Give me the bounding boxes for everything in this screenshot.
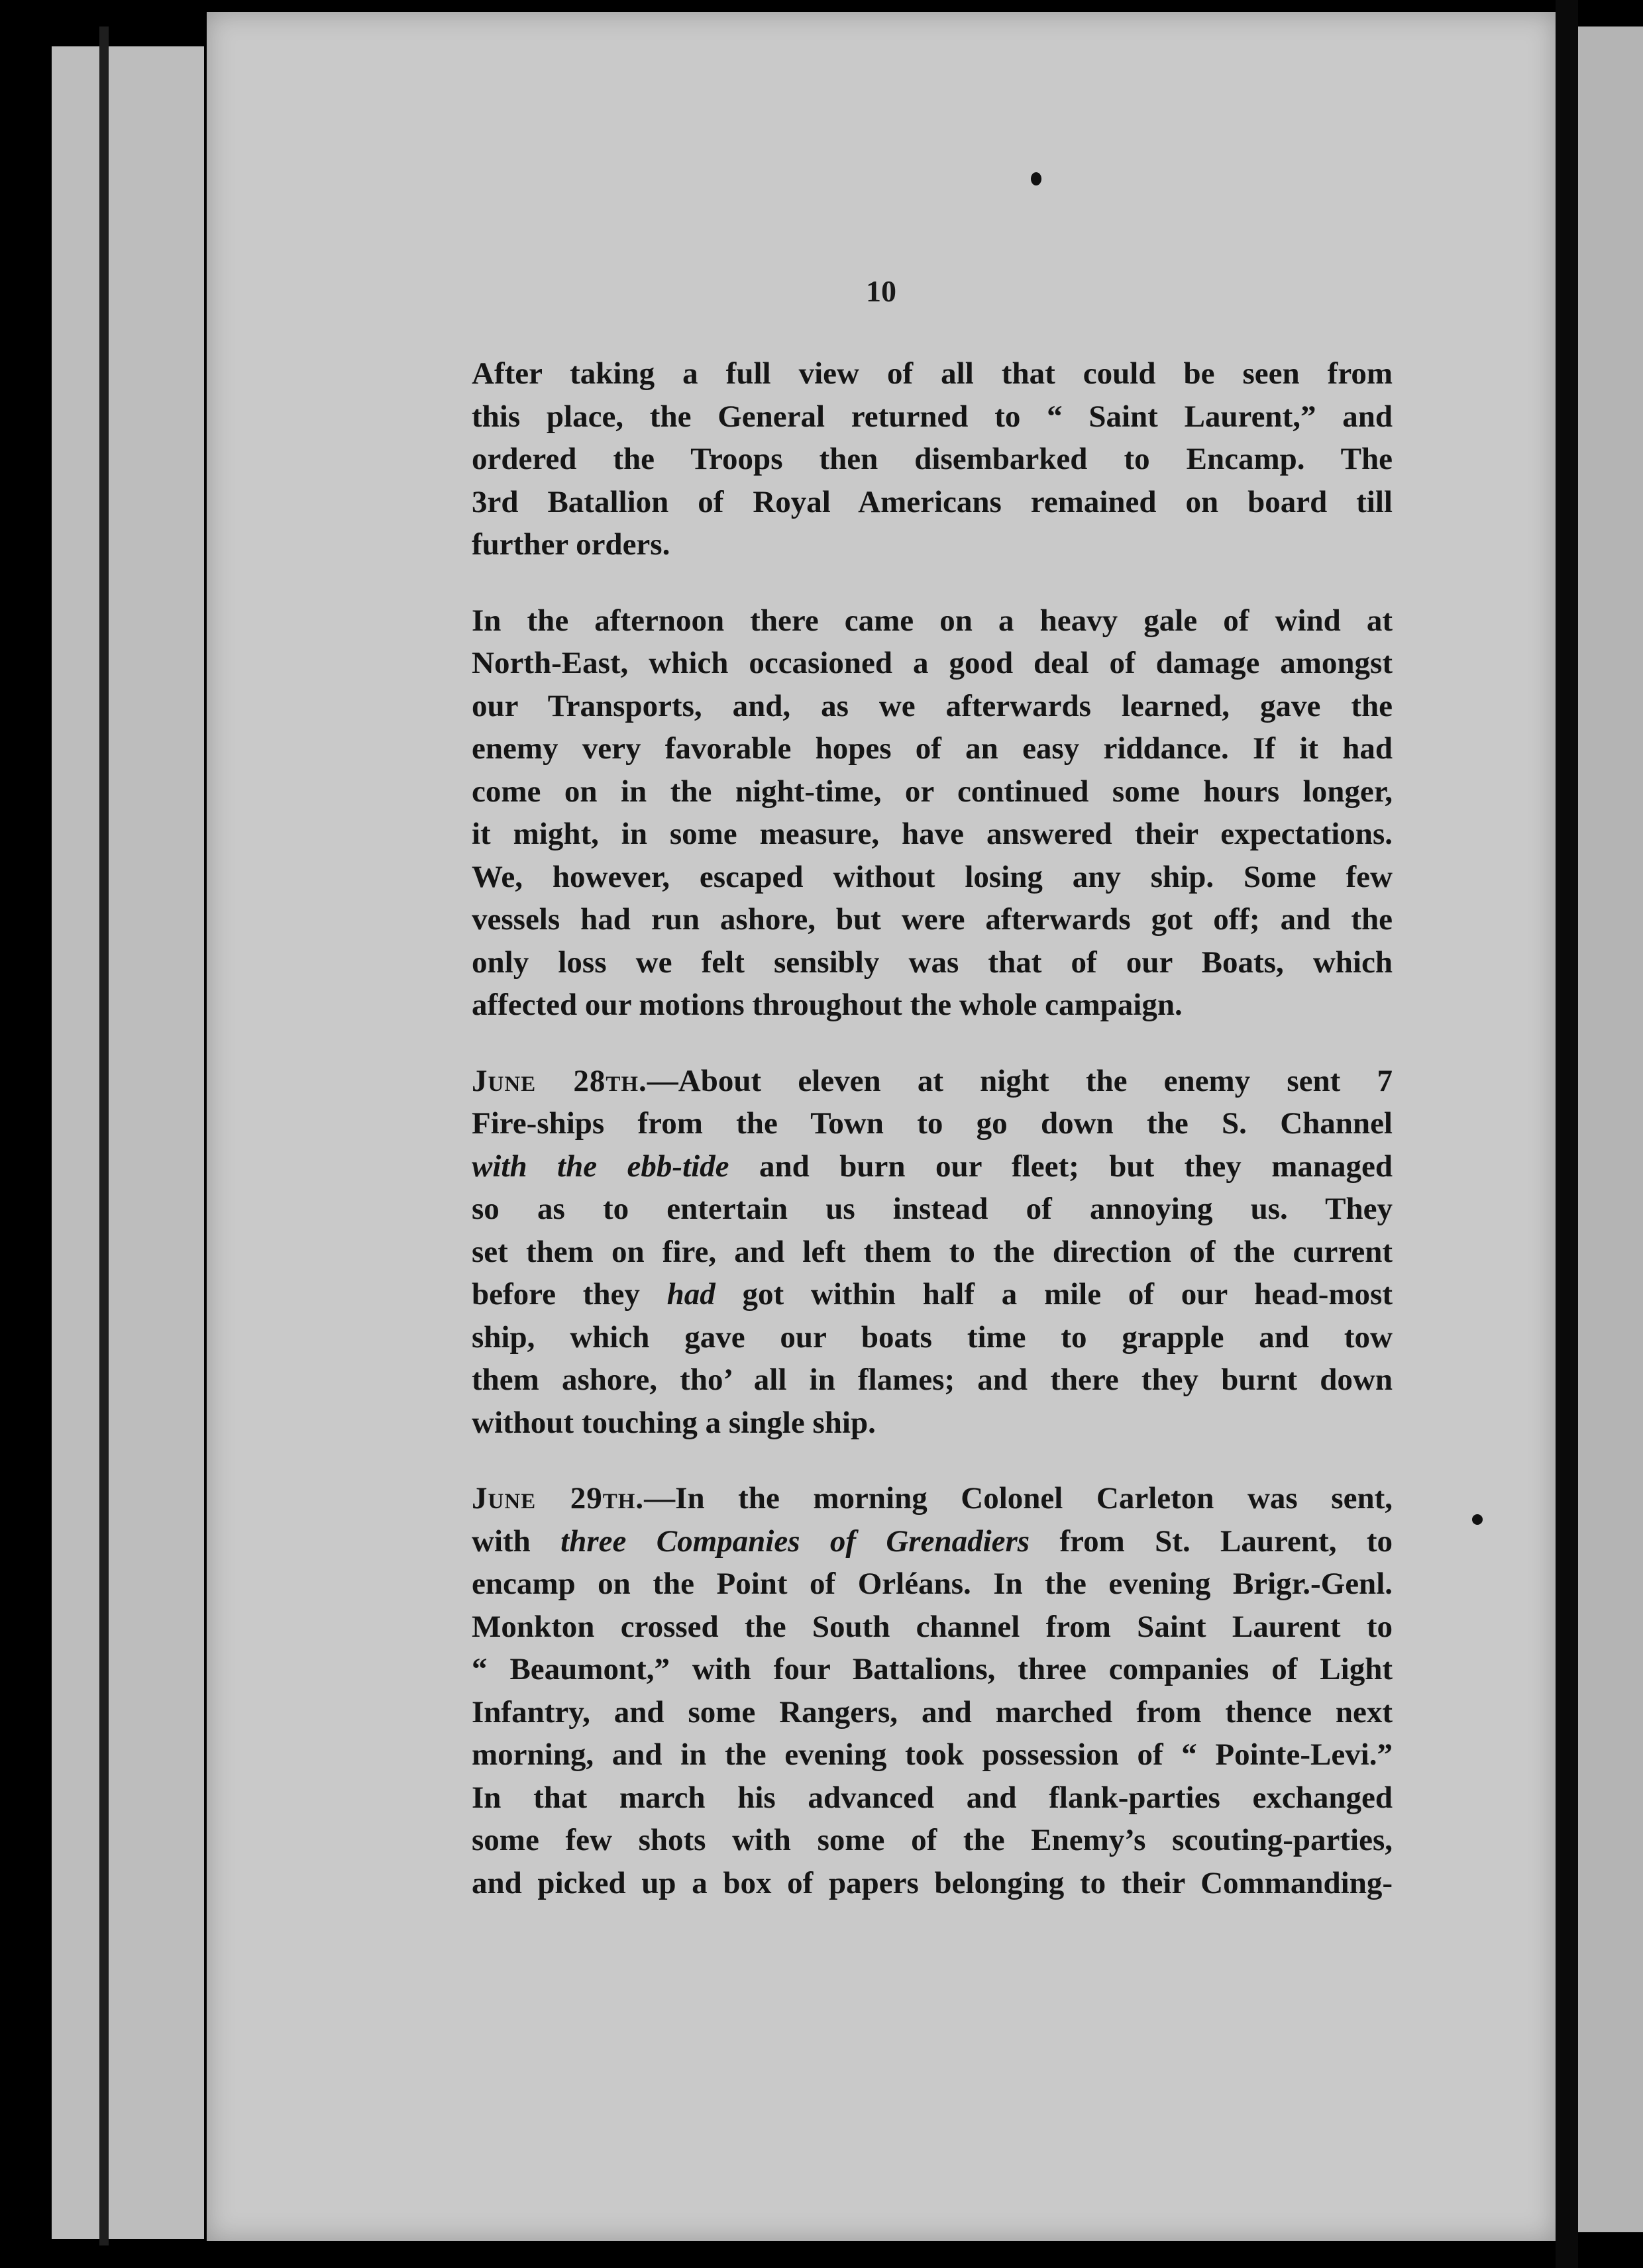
previous-page-edge [52, 46, 204, 2239]
book-gutter [1556, 0, 1578, 2268]
text-line: Monkton crossed the South channel from Saint Laurent to [472, 1609, 1393, 1644]
text-line: In the afternoon there came on a heavy gale of wind at [472, 603, 1393, 638]
text-line: and picked up a box of papers belonging to their Commanding- [472, 1865, 1393, 1900]
italic-run: had [666, 1277, 716, 1312]
text-run: before they [472, 1277, 667, 1312]
ink-speck [1472, 1514, 1483, 1525]
text-run: —About eleven at night the enemy sent 7 [647, 1063, 1393, 1098]
text-line [472, 1273, 1393, 1316]
text-line: We, however, escaped without losing any ship. Some few [472, 859, 1393, 894]
text-line: come on in the night-time, or continued some hours longer, [472, 774, 1393, 809]
text-line: it might, in some measure, have answered their expectations. [472, 817, 1393, 851]
text-line: After taking a full view of all that could be seen from [472, 356, 1393, 391]
text-line: Fire-ships from the Town to go down the S. Channel [472, 1106, 1393, 1141]
text-line: ship, which gave our boats time to grapple and tow [472, 1319, 1393, 1355]
text-line: Infantry, and some Rangers, and marched from thence next [472, 1694, 1393, 1729]
body-text [472, 352, 1393, 1937]
text-line: some few shots with some of the Enemy’s scouting-parties, [472, 1823, 1393, 1857]
text-line: ordered the Troops then disembarked to Encamp. The [472, 442, 1393, 476]
paragraph [472, 352, 1393, 566]
paragraph-june-29 [472, 1477, 1393, 1904]
paragraph [472, 599, 1393, 1027]
text-line: morning, and in the evening took possession of “ Pointe-Levi.” [472, 1737, 1393, 1772]
text-line [472, 1477, 1393, 1520]
text-run: and burn our fleet; but they managed [729, 1149, 1393, 1184]
page-number: 10 [866, 274, 896, 308]
text-line: further orders. [472, 527, 670, 562]
paragraph-june-28 [472, 1060, 1393, 1445]
next-page-edge [1578, 26, 1643, 2232]
date-heading: June 29th. [472, 1481, 645, 1516]
text-line: vessels had run ashore, but were afterwards got off; and the [472, 902, 1393, 937]
text-line: enemy very favorable hopes of an easy riddance. If it had [472, 731, 1393, 766]
text-line: affected our motions throughout the whole campaign. [472, 988, 1183, 1022]
text-line: North-East, which occasioned a good deal of damage amongst [472, 646, 1393, 680]
text-line [472, 1060, 1393, 1103]
text-run: got within half a mile of our head-most [715, 1277, 1393, 1312]
text-run: from St. Laurent, to [1030, 1523, 1393, 1559]
text-line: In that march his advanced and flank-parties exchanged [472, 1780, 1393, 1815]
text-line: this place, the General returned to “ Saint Laurent,” and [472, 399, 1393, 434]
text-line: “ Beaumont,” with four Battalions, three companies of Light [472, 1652, 1393, 1686]
text-line [472, 1520, 1393, 1563]
text-line: encamp on the Point of Orléans. In the evening Brigr.-Genl. [472, 1567, 1393, 1601]
italic-run: with the ebb-tide [472, 1149, 729, 1184]
text-run: with [472, 1523, 561, 1559]
text-line: our Transports, and, as we afterwards learned, gave the [472, 688, 1393, 723]
book-cover-edge [99, 26, 109, 2245]
text-line: only loss we felt sensibly was that of our Boats, which [472, 945, 1393, 980]
text-line [472, 1145, 1393, 1188]
text-run: —In the morning Colonel Carleton was sent, [644, 1481, 1393, 1516]
ink-speck [1031, 172, 1041, 185]
text-line: set them on fire, and left them to the direction of the current [472, 1234, 1393, 1269]
text-line: 3rd Batallion of Royal Americans remained on board till [472, 484, 1393, 519]
text-line: without touching a single ship. [472, 1405, 876, 1440]
text-line: so as to entertain us instead of annoying us. They [472, 1192, 1393, 1226]
date-heading: June 28th. [472, 1063, 647, 1098]
italic-run: three Companies of Grenadiers [560, 1523, 1030, 1559]
text-line: them ashore, tho’ all in flames; and there they burnt down [472, 1363, 1393, 1397]
